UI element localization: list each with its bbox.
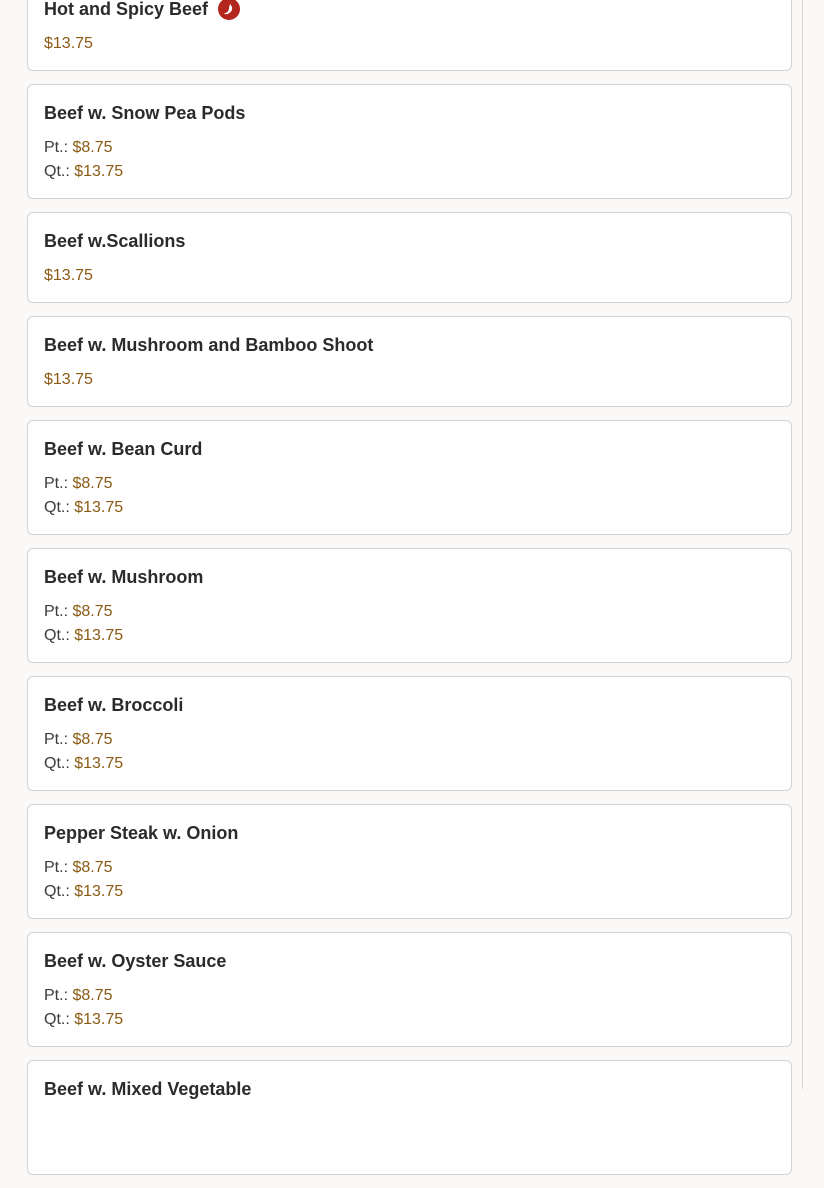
menu-item-name: Beef w.Scallions bbox=[44, 231, 186, 251]
pint-price: $8.75 bbox=[72, 603, 113, 620]
menu-item-card[interactable] bbox=[27, 212, 792, 303]
menu-item-name: Beef w. Snow Pea Pods bbox=[44, 103, 246, 123]
pint-label: Pt.: bbox=[44, 987, 69, 1004]
menu-item-card[interactable] bbox=[27, 316, 792, 407]
pint-label: Pt.: bbox=[44, 139, 69, 156]
pint-price: $8.75 bbox=[72, 859, 113, 876]
menu-item-price: $13.75 bbox=[44, 371, 93, 388]
menu-item-card[interactable] bbox=[27, 420, 792, 535]
pint-label: Pt.: bbox=[44, 475, 69, 492]
menu-item-name-row bbox=[44, 0, 775, 20]
chili-pepper-icon bbox=[217, 0, 241, 21]
menu-item-name: Beef w. Bean Curd bbox=[44, 439, 203, 459]
quart-label: Qt.: bbox=[44, 499, 70, 516]
menu-item-card[interactable] bbox=[27, 676, 792, 791]
menu-item-card[interactable] bbox=[27, 0, 792, 71]
menu-item-name: Beef w. Mixed Vegetable bbox=[44, 1079, 252, 1099]
pint-price: $8.75 bbox=[72, 987, 113, 1004]
menu-item-price: $13.75 bbox=[44, 267, 93, 284]
quart-price: $13.75 bbox=[74, 755, 124, 772]
menu-item-name: Beef w. Mushroom bbox=[44, 567, 204, 587]
menu-item-card[interactable] bbox=[27, 548, 792, 663]
menu-item-name: Pepper Steak w. Onion bbox=[44, 823, 239, 843]
quart-price: $13.75 bbox=[74, 163, 124, 180]
quart-price: $13.75 bbox=[74, 499, 124, 516]
pint-label: Pt.: bbox=[44, 731, 69, 748]
menu-item-name: Beef w. Oyster Sauce bbox=[44, 951, 227, 971]
menu-item-name: Beef w. Mushroom and Bamboo Shoot bbox=[44, 335, 374, 355]
quart-price: $13.75 bbox=[74, 1011, 124, 1028]
menu-item-card[interactable] bbox=[27, 932, 792, 1047]
menu-item-price: $13.75 bbox=[44, 35, 93, 52]
quart-label: Qt.: bbox=[44, 883, 70, 900]
menu-item-card[interactable] bbox=[27, 804, 792, 919]
menu-item-name: Beef w. Broccoli bbox=[44, 695, 184, 715]
quart-label: Qt.: bbox=[44, 755, 70, 772]
quart-label: Qt.: bbox=[44, 163, 70, 180]
quart-price: $13.75 bbox=[74, 883, 124, 900]
menu-item-card[interactable] bbox=[27, 1060, 792, 1175]
quart-label: Qt.: bbox=[44, 1011, 70, 1028]
menu-item-card[interactable] bbox=[27, 84, 792, 199]
pint-price: $8.75 bbox=[72, 475, 113, 492]
pint-label: Pt.: bbox=[44, 859, 69, 876]
pint-label: Pt.: bbox=[44, 603, 69, 620]
menu-item-name: Hot and Spicy Beef bbox=[44, 0, 209, 19]
quart-label: Qt.: bbox=[44, 627, 70, 644]
pint-price: $8.75 bbox=[72, 731, 113, 748]
pint-price: $8.75 bbox=[72, 139, 113, 156]
menu-item-list bbox=[27, 0, 792, 1188]
quart-price: $13.75 bbox=[74, 627, 124, 644]
